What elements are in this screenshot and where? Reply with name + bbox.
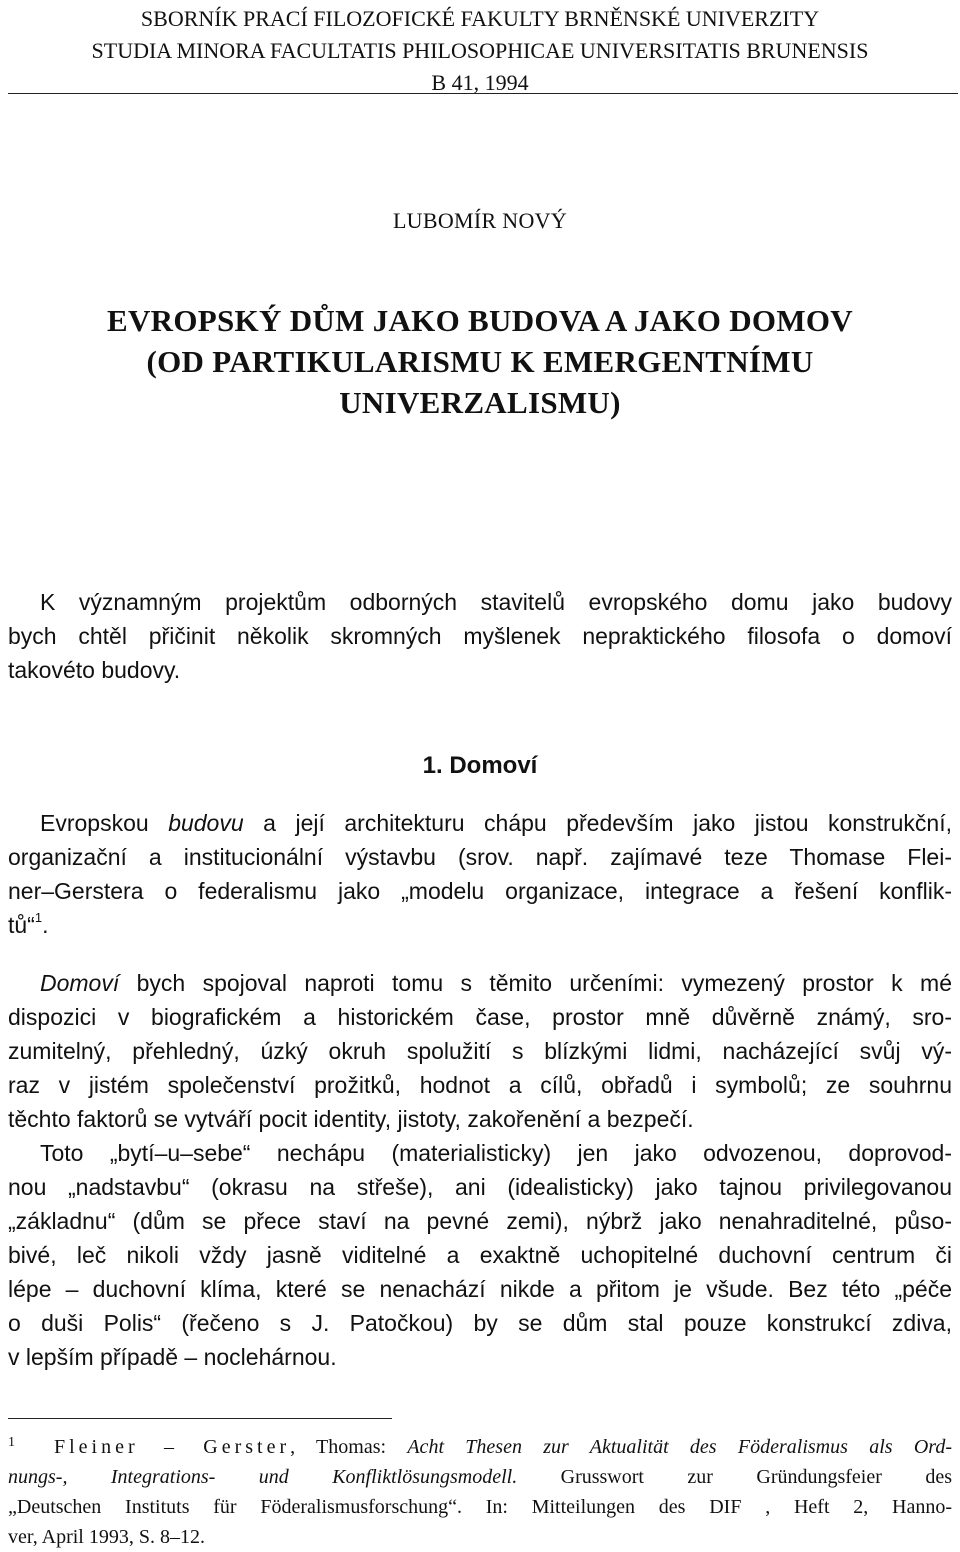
emphasis-domovi: Domoví [40,970,120,996]
p2-line-2: dispozici v biografickém a historickém čase, prostor mně důvěrně známý, sro- [8,1004,952,1030]
p1-line-2: organizační a institucionální výstavbu (srov. např. zajímavé teze Thomase Flei- [8,844,952,870]
p3-line-5: lépe – duchovní klíma, které se nenachází nikde a přitom je všude. Bez této „péče [8,1276,952,1302]
p3-line-4: bivé, leč nikoli vždy jasně viditelné a exaktně uchopitelné duchovní centrum či [8,1242,952,1268]
p1-line-3: ner–Gerstera o federalismu jako „modelu organizace, integrace a řešení konflik- [8,878,952,904]
article-title [0,300,960,423]
journal-name-latin: STUDIA MINORA FACULTATIS PHILOSOPHICAE UNIVERSITATIS BRUNENSIS [91,38,869,63]
p3-line-6: o duši Polis“ (řečeno s J. Patočkou) by se dům stal pouze konstrukcí zdiva, [8,1310,952,1336]
p3-line-3: „základnu“ (dům se přece staví na pevné zemi), nýbrž jako nenahraditelné, půso- [8,1208,952,1234]
journal-name-czech: SBORNÍK PRACÍ FILOZOFICKÉ FAKULTY BRNĚNSKÉ UNIVERZITY [140,6,820,31]
footnote-title: Acht Thesen zur Aktualität des Föderalismus als Ord- [407,1436,952,1458]
title-line-3: UNIVERZALISMU) [339,385,621,420]
section-heading: 1. Domoví [422,752,538,779]
p1-text: tů“ [8,912,35,938]
p1-text: Evropskou [40,810,169,836]
footnote-text: , Thomas: [290,1436,408,1458]
paragraph-2 [8,966,952,1136]
p2-text: bych spojoval naproti tomu s těmito určeními: vymezený prostor k mé [119,970,952,996]
p2-line-5: těchto faktorů se vytváří pocit identity, jistoty, zakořenění a bezpečí. [8,1106,694,1132]
intro-line-3: takovéto budovy. [8,657,181,683]
footnote-text: Grusswort zur Gründungsfeier des [517,1466,952,1488]
journal-volume: B 41, 1994 [431,70,529,95]
author-name: LUBOMÍR NOVÝ [392,208,568,233]
p1-text: . [42,912,49,938]
footnote-line-2 [8,1462,952,1492]
footnote-line-3: „Deutschen Instituts für Föderalismusforschung“. In: Mitteilungen des DIF , Heft 2, Hanno- [8,1496,952,1518]
footnote [8,1432,952,1552]
emphasis-budovu: budovu [168,810,244,836]
header-rule [8,93,958,94]
p1-line-1 [8,806,952,840]
footnote-author: Fleiner – Gerster [54,1436,291,1458]
paragraph-3 [8,1136,952,1374]
p3-line-2: nou „nadstavbu“ (okrasu na střeše), ani (idealisticky) jako tajnou privilegovanou [8,1174,952,1200]
intro-paragraph [8,585,952,687]
footnote-rule [8,1418,392,1419]
footnote-ref[interactable]: 1 [34,910,43,925]
journal-header [0,3,960,99]
footnote-line-4: ver, April 1993, S. 8–12. [8,1526,205,1548]
p1-text: a její architekturu chápu především jako jistou konstrukční, [243,810,953,836]
p2-line-3: zumitelný, přehledný, úzký okruh spolužití s blízkými lidmi, nacházející svůj vý- [8,1038,952,1064]
intro-line-2: bych chtěl přičinit několik skromných myšlenek nepraktického filosofa o domoví [8,623,952,649]
title-line-1: EVROPSKÝ DŮM JAKO BUDOVA A JAKO DOMOV [107,303,853,338]
intro-line-1: K významným projektům odborných stavitelů evropského domu jako budovy [40,589,952,615]
p3-line-1: Toto „bytí–u–sebe“ nechápu (materialisticky) jen jako odvozenou, doprovod- [40,1140,952,1166]
footnote-body [54,1432,952,1462]
p1-line-4 [8,908,952,942]
p3-line-7: v lepším případě – noclehárnou. [8,1344,337,1370]
footnote-line-1 [54,1432,952,1462]
title-line-2: (OD PARTIKULARISMU K EMERGENTNÍMU [146,344,814,379]
footnote-number: 1 [8,1435,15,1450]
p2-line-4: raz v jistém společenství prožitků, hodnot a cílů, obřadů i symbolů; ze souhrnu [8,1072,952,1098]
footnote-title-cont: nungs-, Integrations- und Konfliktlösungsmodell. [8,1466,518,1488]
paragraph-1 [8,806,952,942]
p2-line-1 [8,966,952,1000]
